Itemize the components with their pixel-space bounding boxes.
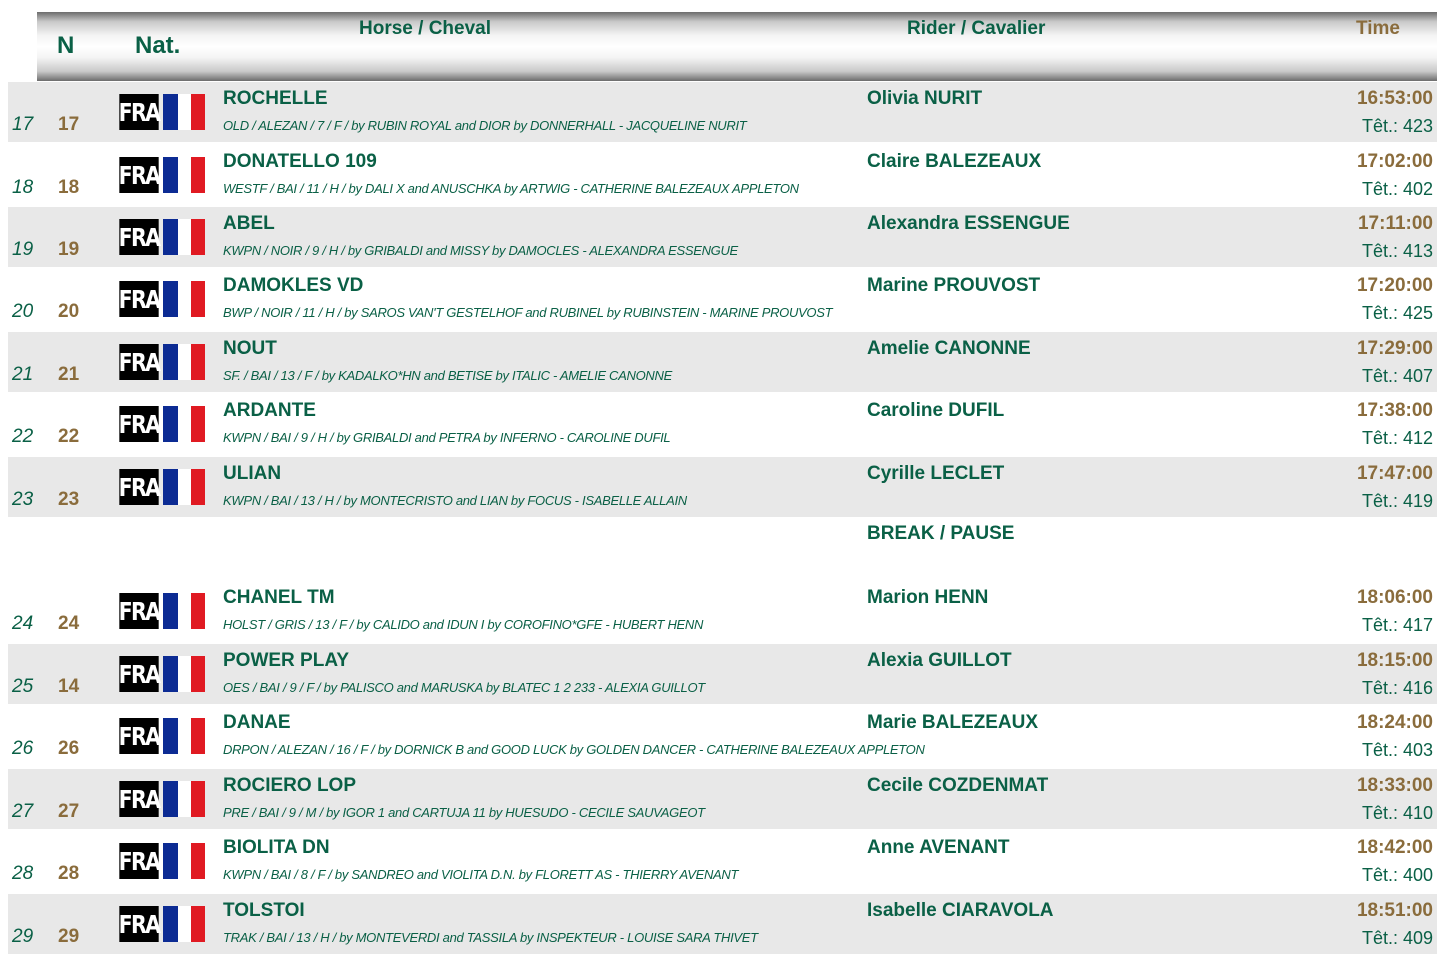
tet-number: Têt.: 416	[1361, 678, 1433, 698]
flag-red-stripe	[191, 344, 205, 380]
horse-name: ABEL	[223, 213, 275, 234]
france-flag-icon	[115, 656, 205, 692]
horse-name: ROCIERO LOP	[223, 775, 357, 796]
flag-red-stripe	[191, 157, 205, 193]
table-row	[8, 207, 1437, 267]
flag-white-stripe	[178, 219, 191, 255]
table-row	[8, 769, 1437, 829]
horse-info: KWPN / NOIR / 9 / H / by GRIBALDI and MISSY by DAMOCLES - ALEXANDRA ESSENGUE	[223, 243, 738, 258]
rider-name: Marie BALEZEAUX	[867, 712, 1039, 733]
nation-code: FRA	[119, 656, 158, 692]
bib-number: 28	[58, 863, 80, 884]
flag-blue-stripe	[163, 718, 178, 754]
nation-code: FRA	[119, 718, 158, 754]
horse-name: ARDANTE	[223, 400, 316, 421]
start-time: 17:02:00	[1356, 151, 1433, 172]
horse-info: OLD / ALEZAN / 7 / F / by RUBIN ROYAL and DIOR by DONNERHALL - JACQUELINE NURIT	[223, 118, 747, 133]
order-number: 18	[12, 177, 34, 198]
nation-code: FRA	[119, 219, 158, 255]
order-number: 19	[12, 239, 34, 260]
horse-info: SF. / BAI / 13 / F / by KADALKO*HN and BETISE by ITALIC - AMELIE CANONNE	[223, 368, 672, 383]
horse-info: KWPN / BAI / 8 / F / by SANDREO and VIOLITA D.N. by FLORETT AS - THIERRY AVENANT	[223, 867, 739, 882]
tet-number: Têt.: 403	[1361, 740, 1433, 760]
flag-blue-stripe	[163, 906, 178, 942]
table-row	[8, 644, 1437, 704]
flag-white-stripe	[178, 406, 191, 442]
flag-blue-stripe	[163, 656, 178, 692]
tet-number: Têt.: 417	[1361, 615, 1433, 635]
order-number: 24	[12, 613, 34, 634]
horse-name: TOLSTOI	[223, 900, 305, 921]
rider-name: Caroline DUFIL	[867, 400, 1005, 421]
tet-number: Têt.: 423	[1361, 116, 1433, 136]
france-flag-icon	[115, 281, 205, 317]
horse-info: OES / BAI / 9 / F / by PALISCO and MARUSKA by BLATEC 1 2 233 - ALEXIA GUILLOT	[223, 680, 705, 695]
bib-number: 20	[58, 301, 80, 322]
table-row	[8, 269, 1437, 329]
rider-name: Anne AVENANT	[867, 837, 1010, 858]
nation-code: FRA	[119, 843, 158, 879]
start-time: 18:51:00	[1356, 900, 1433, 921]
horse-name: NOUT	[223, 338, 277, 359]
horse-name: DAMOKLES VD	[223, 275, 364, 296]
france-flag-icon	[115, 157, 205, 193]
nation-code: FRA	[119, 906, 158, 942]
tet-number: Têt.: 402	[1361, 179, 1433, 199]
flag-red-stripe	[191, 593, 205, 629]
flag-blue-stripe	[163, 157, 178, 193]
tet-number: Têt.: 410	[1361, 803, 1433, 823]
france-flag-icon	[115, 843, 205, 879]
start-time: 18:42:00	[1356, 837, 1433, 858]
france-flag-icon	[115, 94, 205, 130]
flag-blue-stripe	[163, 469, 178, 505]
france-flag-icon	[115, 718, 205, 754]
start-time: 17:29:00	[1356, 338, 1433, 359]
flag-white-stripe	[178, 843, 191, 879]
start-time: 17:20:00	[1356, 275, 1433, 296]
table-row	[8, 332, 1437, 392]
flag-red-stripe	[191, 94, 205, 130]
flag-blue-stripe	[163, 843, 178, 879]
start-time: 18:15:00	[1356, 650, 1433, 671]
flag-blue-stripe	[163, 344, 178, 380]
bib-number: 18	[58, 177, 80, 198]
horse-info: BWP / NOIR / 11 / H / by SAROS VAN'T GESTELHOF and RUBINEL by RUBINSTEIN - MARINE PROUVOST	[223, 305, 833, 320]
horse-name: BIOLITA DN	[223, 837, 330, 858]
order-number: 27	[12, 801, 34, 822]
horse-info: KWPN / BAI / 9 / H / by GRIBALDI and PETRA by INFERNO - CAROLINE DUFIL	[223, 430, 671, 445]
header-nat: Nat.	[135, 32, 181, 59]
bib-number: 24	[58, 613, 80, 634]
table-row	[8, 145, 1437, 205]
flag-white-stripe	[178, 157, 191, 193]
flag-white-stripe	[178, 281, 191, 317]
tet-number: Têt.: 419	[1361, 491, 1433, 511]
tet-number: Têt.: 412	[1361, 428, 1433, 448]
france-flag-icon	[115, 219, 205, 255]
order-number: 29	[12, 926, 34, 947]
flag-blue-stripe	[163, 94, 178, 130]
nation-code: FRA	[119, 781, 158, 817]
flag-red-stripe	[191, 906, 205, 942]
bib-number: 14	[58, 676, 80, 697]
table-row	[8, 581, 1437, 641]
flag-red-stripe	[191, 469, 205, 505]
flag-red-stripe	[191, 656, 205, 692]
horse-info: WESTF / BAI / 11 / H / by DALI X and ANUSCHKA by ARTWIG - CATHERINE BALEZEAUX APPLETON	[223, 181, 799, 196]
flag-red-stripe	[191, 406, 205, 442]
horse-name: ULIAN	[223, 463, 282, 484]
rider-name: Cyrille LECLET	[867, 463, 1005, 484]
flag-white-stripe	[178, 656, 191, 692]
order-number: 26	[12, 738, 34, 759]
order-number: 28	[12, 863, 34, 884]
bib-number: 23	[58, 489, 80, 510]
tet-number: Têt.: 409	[1361, 928, 1433, 948]
break-label: BREAK / PAUSE	[867, 523, 1015, 544]
start-time: 16:53:00	[1356, 88, 1433, 109]
horse-name: DANAE	[223, 712, 291, 733]
flag-blue-stripe	[163, 593, 178, 629]
tet-number: Têt.: 413	[1361, 241, 1433, 261]
horse-info: TRAK / BAI / 13 / H / by MONTEVERDI and TASSILA by INSPEKTEUR - LOUISE SARA THIVET	[223, 930, 758, 945]
flag-red-stripe	[191, 281, 205, 317]
rider-name: Claire BALEZEAUX	[867, 151, 1042, 172]
bib-number: 19	[58, 239, 80, 260]
horse-info: DRPON / ALEZAN / 16 / F / by DORNICK B and GOOD LUCK by GOLDEN DANCER - CATHERINE BALEZEAUX APPLETON	[223, 742, 925, 757]
flag-red-stripe	[191, 781, 205, 817]
france-flag-icon	[115, 406, 205, 442]
header-horse: Horse / Cheval	[359, 18, 491, 39]
flag-white-stripe	[178, 94, 191, 130]
rider-name: Isabelle CIARAVOLA	[867, 900, 1054, 921]
bib-number: 17	[58, 114, 80, 135]
rider-name: Alexia GUILLOT	[867, 650, 1012, 671]
horse-name: POWER PLAY	[223, 650, 349, 671]
france-flag-icon	[115, 781, 205, 817]
flag-blue-stripe	[163, 219, 178, 255]
header-rider: Rider / Cavalier	[907, 18, 1046, 39]
header-time: Time	[1355, 18, 1400, 39]
nation-code: FRA	[119, 281, 158, 317]
nation-code: FRA	[119, 157, 158, 193]
rider-name: Marion HENN	[867, 587, 989, 608]
france-flag-icon	[115, 906, 205, 942]
nation-code: FRA	[119, 593, 158, 629]
order-number: 23	[12, 489, 34, 510]
rider-name: Cecile COZDENMAT	[867, 775, 1049, 796]
flag-red-stripe	[191, 219, 205, 255]
nation-code: FRA	[119, 94, 158, 130]
horse-name: DONATELLO 109	[223, 151, 377, 172]
table-row	[8, 82, 1437, 142]
rider-name: Alexandra ESSENGUE	[867, 213, 1070, 234]
bib-number: 21	[58, 364, 80, 385]
nation-code: FRA	[119, 469, 158, 505]
nation-code: FRA	[119, 406, 158, 442]
france-flag-icon	[115, 469, 205, 505]
order-number: 22	[12, 426, 34, 447]
table-row	[8, 894, 1437, 954]
start-time: 17:11:00	[1357, 213, 1433, 234]
flag-white-stripe	[178, 781, 191, 817]
flag-blue-stripe	[163, 781, 178, 817]
rider-name: Olivia NURIT	[867, 88, 983, 109]
flag-white-stripe	[178, 593, 191, 629]
table-row	[8, 394, 1437, 454]
flag-blue-stripe	[163, 406, 178, 442]
flag-red-stripe	[191, 718, 205, 754]
france-flag-icon	[115, 344, 205, 380]
bib-number: 26	[58, 738, 80, 759]
bib-number: 27	[58, 801, 80, 822]
order-number: 20	[12, 301, 34, 322]
rider-name: Amelie CANONNE	[867, 338, 1031, 359]
flag-white-stripe	[178, 469, 191, 505]
order-number: 25	[12, 676, 34, 697]
table-row	[8, 457, 1437, 517]
flag-white-stripe	[178, 906, 191, 942]
rider-name: Marine PROUVOST	[867, 275, 1041, 296]
tet-number: Têt.: 407	[1361, 366, 1433, 386]
tet-number: Têt.: 400	[1361, 865, 1433, 885]
table-row	[8, 831, 1437, 891]
start-time: 17:38:00	[1356, 400, 1433, 421]
bib-number: 22	[58, 426, 80, 447]
nation-code: FRA	[119, 344, 158, 380]
flag-red-stripe	[191, 843, 205, 879]
bib-number: 29	[58, 926, 80, 947]
start-time: 17:47:00	[1356, 463, 1433, 484]
order-number: 17	[12, 114, 34, 135]
horse-info: HOLST / GRIS / 13 / F / by CALIDO and IDUN I by COROFINO*GFE - HUBERT HENN	[223, 617, 704, 632]
france-flag-icon	[115, 593, 205, 629]
flag-blue-stripe	[163, 281, 178, 317]
start-time: 18:33:00	[1356, 775, 1433, 796]
horse-info: PRE / BAI / 9 / M / by IGOR 1 and CARTUJA 11 by HUESUDO - CECILE SAUVAGEOT	[223, 805, 705, 820]
tet-number: Têt.: 425	[1361, 303, 1433, 323]
table-row	[8, 706, 1437, 766]
order-number: 21	[12, 364, 34, 385]
start-time: 18:24:00	[1356, 712, 1433, 733]
flag-white-stripe	[178, 718, 191, 754]
flag-white-stripe	[178, 344, 191, 380]
start-time: 18:06:00	[1356, 587, 1433, 608]
horse-info: KWPN / BAI / 13 / H / by MONTECRISTO and LIAN by FOCUS - ISABELLE ALLAIN	[223, 493, 687, 508]
horse-name: ROCHELLE	[223, 88, 328, 109]
horse-name: CHANEL TM	[223, 587, 335, 608]
header-n: N	[57, 32, 75, 59]
